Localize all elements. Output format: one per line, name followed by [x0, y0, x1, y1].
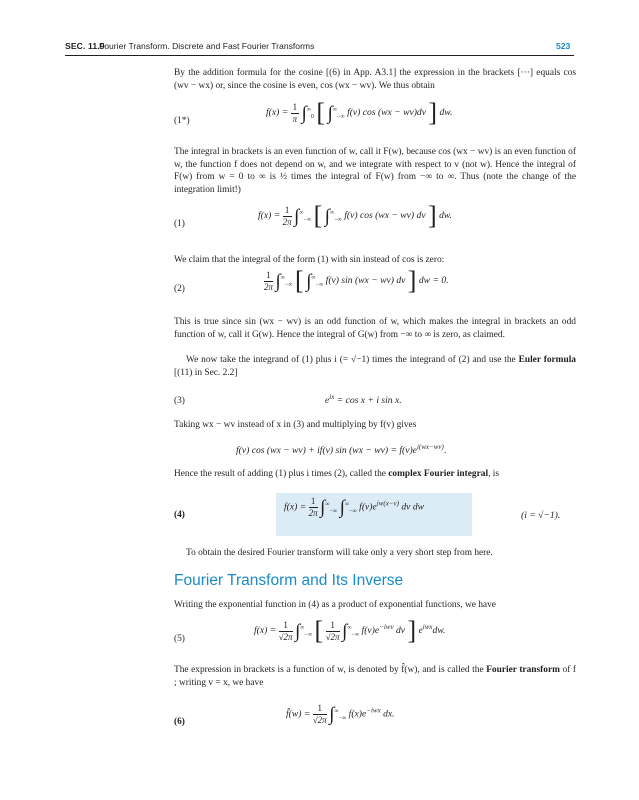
- eq-6-label: (6): [174, 717, 185, 727]
- bracket-close: ]: [407, 616, 417, 645]
- paragraph-4b: We now take the integrand of (1) plus i (= √−1) times the integrand of (2) and use the Euler formula [(11) in Sec. 2.2]: [174, 355, 576, 378]
- eq-end: dw.: [439, 210, 452, 222]
- fraction: $\frac{1}{√2\pi}$: [278, 619, 293, 642]
- fraction: $\frac{1}{2\pi}$: [282, 204, 292, 227]
- eq-lhs: f(x) =: [258, 210, 281, 222]
- paragraph-5: Taking wx − wv instead of x in (3) and multiplying by f(v) gives: [174, 420, 417, 430]
- integral-sign: ∫: [339, 497, 345, 518]
- bracket-open: [: [316, 98, 326, 127]
- paragraph-1: By the addition formula for the cosine [(6) in App. A3.1] the expression in the brackets [···] equals cos (wv − wx) or, since the cosine is even, cos (wx − wv). We thus obtain: [174, 68, 576, 91]
- paragraph-9: The expression in brackets is a function of w, is denoted by f̂(w), and is called the Fourier transform of f ; writing v = x, we have: [174, 665, 577, 688]
- fraction: $\frac{1}{2\pi}$: [264, 269, 274, 292]
- equation-6: f̂(w) = $\frac{1}{√2\pi}$ $\int^\infty_{-\infty}$ $f(x)e^{-iwx}$ dx.: [286, 703, 395, 725]
- paragraph-8: Writing the exponential function in (4) as a product of exponential functions, we have: [174, 600, 496, 610]
- fraction: $\frac{1}{2\pi}$: [308, 496, 318, 518]
- bracket-close: ]: [407, 266, 417, 295]
- running-title: Fourier Transform. Discrete and Fast Fourier Transforms: [99, 41, 315, 51]
- bracket-open: [: [314, 616, 324, 645]
- header-rule: [65, 55, 574, 56]
- integral-sign: ∫: [294, 205, 300, 227]
- section-heading: Fourier Transform and Its Inverse: [174, 572, 404, 589]
- integral-sign: ∫: [301, 102, 307, 124]
- integral-sign: ∫: [329, 704, 335, 725]
- equation-euler-product: f(v) cos (wx − wv) + if(v) $\sin (wx - wv) = f(v)e^{i(wx-wv)}$.: [236, 443, 447, 457]
- eq-end: dw.: [439, 107, 453, 119]
- term-euler-formula: Euler formula: [518, 355, 576, 365]
- bracket-close: ]: [427, 201, 437, 230]
- integral-sign: ∫: [324, 205, 330, 227]
- eq-body: f(v) cos (wx − wv)dv: [347, 107, 426, 119]
- bracket-open: [: [295, 266, 304, 295]
- eq-body: f(v) sin (wx − wv) dv: [325, 275, 406, 287]
- equation-2: $\frac{1}{2\pi}$ $\int^\infty_{-\infty}$ [ $\int^\infty_{-\infty}$ f(v) sin (wx − wv) dv ] dw = 0.: [264, 266, 449, 295]
- equation-4: f(x) = $\frac{1}{2\pi}$ $\int^\infty_{-\infty}$ $\int^\infty_{-\infty}$ $f(v)e^{iw(x-v)}$ dv dw: [284, 496, 425, 518]
- eq-body: f(v) cos (wx − wv) dv: [344, 210, 426, 222]
- fraction: $\frac{1}{√2\pi}$: [312, 703, 327, 725]
- eq-4-label: (4): [174, 510, 185, 520]
- paragraph-3: We claim that the integral of the form (1) with sin instead of cos is zero:: [174, 255, 445, 265]
- fraction: $\frac{1}{\pi}$: [292, 101, 298, 124]
- paragraph-2: The integral in brackets is an even function of w, call it F(w), because cos (wx − wv) is an even function of w, the function f does not depend on w, and we integrate with respect to v (not w). Hence the integral of F(w) from w = 0 to ∞ is ½ times the integral of F(w) from −∞ to ∞. Thus (note the change of the integration limit!): [174, 147, 576, 195]
- term-complex-fourier-integral: complex Fourier integral: [388, 469, 489, 479]
- paragraph-4a: This is true since sin (wx − wv) is an odd function of w, which makes the integral in brackets an odd function of w, call it G(w). Hence the integral of G(w) from −∞ to ∞ is zero, as claimed.: [174, 317, 576, 340]
- integral-sign: ∫: [341, 620, 348, 642]
- integral-sign: ∫: [320, 497, 326, 518]
- bracket-open: [: [313, 201, 323, 230]
- eq-1star-label: (1*): [174, 116, 190, 126]
- eq-4-condition: (i = √−1).: [521, 510, 561, 521]
- equation-5: f(x) = $\frac{1}{√2\pi}$ $\int^\infty_{-\infty}$ [ $\frac{1}{√2\pi}$ $\int^\infty_{-\infty}$ $f(v)e^{-iwv}$ dv ] $e^{iwx}dw$.: [254, 616, 446, 645]
- page-number: 523: [556, 41, 571, 51]
- bracket-close: ]: [428, 98, 438, 127]
- paragraph-6: Hence the result of adding (1) plus i times (2), called the complex Fourier integral, is: [174, 469, 500, 479]
- integral-sign: ∫: [294, 620, 301, 642]
- eq-end: dw = 0.: [418, 275, 449, 287]
- eq-1-label: (1): [174, 219, 185, 229]
- fraction: $\frac{1}{√2\pi}$: [325, 619, 340, 642]
- integral-sign: ∫: [306, 270, 312, 292]
- eq-3-label: (3): [174, 396, 185, 406]
- integral-sign: ∫: [275, 270, 281, 292]
- eq-lhs: f(x) =: [266, 107, 289, 119]
- eq-2-label: (2): [174, 284, 185, 294]
- eq-5-label: (5): [174, 634, 185, 644]
- equation-1: f(x) = $\frac{1}{2\pi}$ $\int^\infty_{-\infty}$ [ $\int^\infty_{-\infty}$ f(v) cos (wx − wv) dv ] dw.: [258, 201, 452, 230]
- section-number: SEC. 11.9: [65, 41, 105, 51]
- term-fourier-transform: Fourier transform: [486, 665, 560, 675]
- equation-3: $e^{ix} = \cos x + i$ sin x.: [325, 393, 402, 407]
- integral-sign: ∫: [327, 102, 333, 124]
- paragraph-7: To obtain the desired Fourier transform will take only a very short step from here.: [186, 548, 493, 558]
- equation-1star: f(x) = $\frac{1}{\pi}$ $\int^\infty_0$ [ $\int^\infty_{-\infty}$ f(v) cos (wx − wv)dv ] dw.: [266, 98, 453, 127]
